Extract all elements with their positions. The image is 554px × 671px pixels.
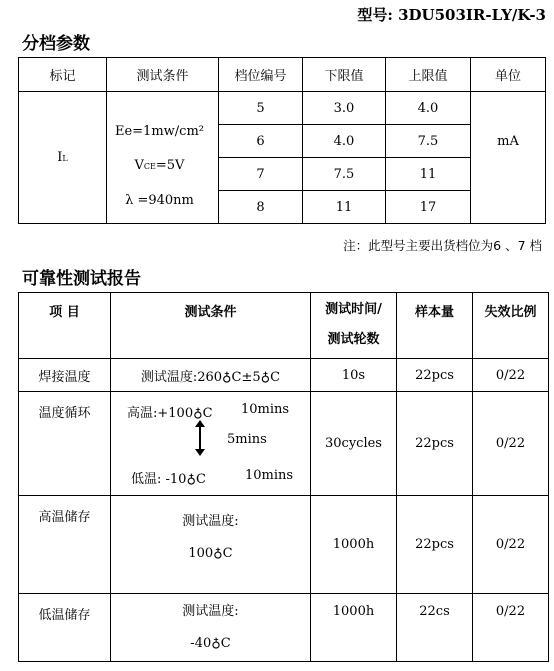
condition-cell <box>107 92 219 224</box>
cycle-high-temp: 高温:+100♁C <box>127 405 213 421</box>
table-row <box>19 92 546 125</box>
bin-section-title: 分档参数 <box>22 34 90 54</box>
time-cell: 30cycles <box>311 392 397 496</box>
table-row <box>19 359 549 392</box>
item-cell: 焊接温度 <box>19 359 111 392</box>
upper-value: 4.0 <box>386 92 471 125</box>
symbol-cell <box>19 92 107 224</box>
time-cell: 1000h <box>311 496 397 594</box>
lambda-condition: λ =940nm <box>125 193 194 208</box>
condition-cell <box>111 392 311 496</box>
bin-no: 5 <box>219 92 303 125</box>
item-cell: 低温储存 <box>19 594 111 662</box>
sample-cell: 22pcs <box>397 392 473 496</box>
lower-value: 3.0 <box>303 92 386 125</box>
header-unit: 单位 <box>471 58 546 92</box>
table-row <box>19 496 549 594</box>
item-cell: 温度循环 <box>19 392 111 496</box>
ee-condition: Ee=1mw/cm² <box>114 124 204 139</box>
header-time: 测试时间/ 测试轮数 <box>311 293 397 359</box>
reliability-table <box>18 292 549 662</box>
unit-cell: mA <box>471 92 546 224</box>
sample-cell: 22pcs <box>397 496 473 594</box>
lower-value: 11 <box>303 191 386 224</box>
upper-value: 11 <box>386 158 471 191</box>
bin-no: 8 <box>219 191 303 224</box>
sample-cell: 22cs <box>397 594 473 662</box>
fail-cell: 0/22 <box>473 594 549 662</box>
header-symbol: 标记 <box>19 58 107 92</box>
rel-header-row <box>19 293 549 359</box>
lower-value: 7.5 <box>303 158 386 191</box>
bin-no: 7 <box>219 158 303 191</box>
upper-value: 17 <box>386 191 471 224</box>
condition-cell: 测试温度:260♁C±5♁C <box>111 359 311 392</box>
lower-value: 4.0 <box>303 125 386 158</box>
time-cell: 1000h <box>311 594 397 662</box>
bin-no: 6 <box>219 125 303 158</box>
fail-cell: 0/22 <box>473 359 549 392</box>
rel-section-title: 可靠性测试报告 <box>22 269 141 289</box>
table-row <box>19 392 549 496</box>
symbol-sub: L <box>62 154 68 163</box>
sample-cell: 22pcs <box>397 359 473 392</box>
header-sample: 样本量 <box>397 293 473 359</box>
header-upper: 上限值 <box>386 58 471 92</box>
bin-note: 注：此型号主要出货档位为6 、7 档 <box>343 238 542 253</box>
table-row <box>19 594 549 662</box>
cycle-low-time: 10mins <box>245 467 294 483</box>
fail-cell: 0/22 <box>473 496 549 594</box>
header-bin-no: 档位编号 <box>219 58 303 92</box>
condition-cell: 测试温度: 100♁C <box>111 496 311 594</box>
condition-cell: 测试温度: -40♁C <box>111 594 311 662</box>
header-item: 项 目 <box>19 293 111 359</box>
vce-condition: VCE=5V <box>134 158 185 173</box>
double-arrow-icon <box>199 424 201 452</box>
upper-value: 7.5 <box>386 125 471 158</box>
header-condition: 测试条件 <box>111 293 311 359</box>
cycle-low-temp: 低温: -10♁C <box>131 471 206 487</box>
model-number: 型号: 3DU503IR-LY/K-3 <box>357 6 546 24</box>
fail-cell: 0/22 <box>473 392 549 496</box>
bin-parameter-table <box>18 57 546 224</box>
header-condition: 测试条件 <box>107 58 219 92</box>
cycle-high-time: 10mins <box>241 401 290 417</box>
cycle-transfer-time: 5mins <box>227 431 267 447</box>
header-lower: 下限值 <box>303 58 386 92</box>
symbol: I <box>57 150 63 165</box>
time-cell: 10s <box>311 359 397 392</box>
header-fail: 失效比例 <box>473 293 549 359</box>
bin-header-row <box>19 58 546 92</box>
item-cell: 高温储存 <box>19 496 111 594</box>
